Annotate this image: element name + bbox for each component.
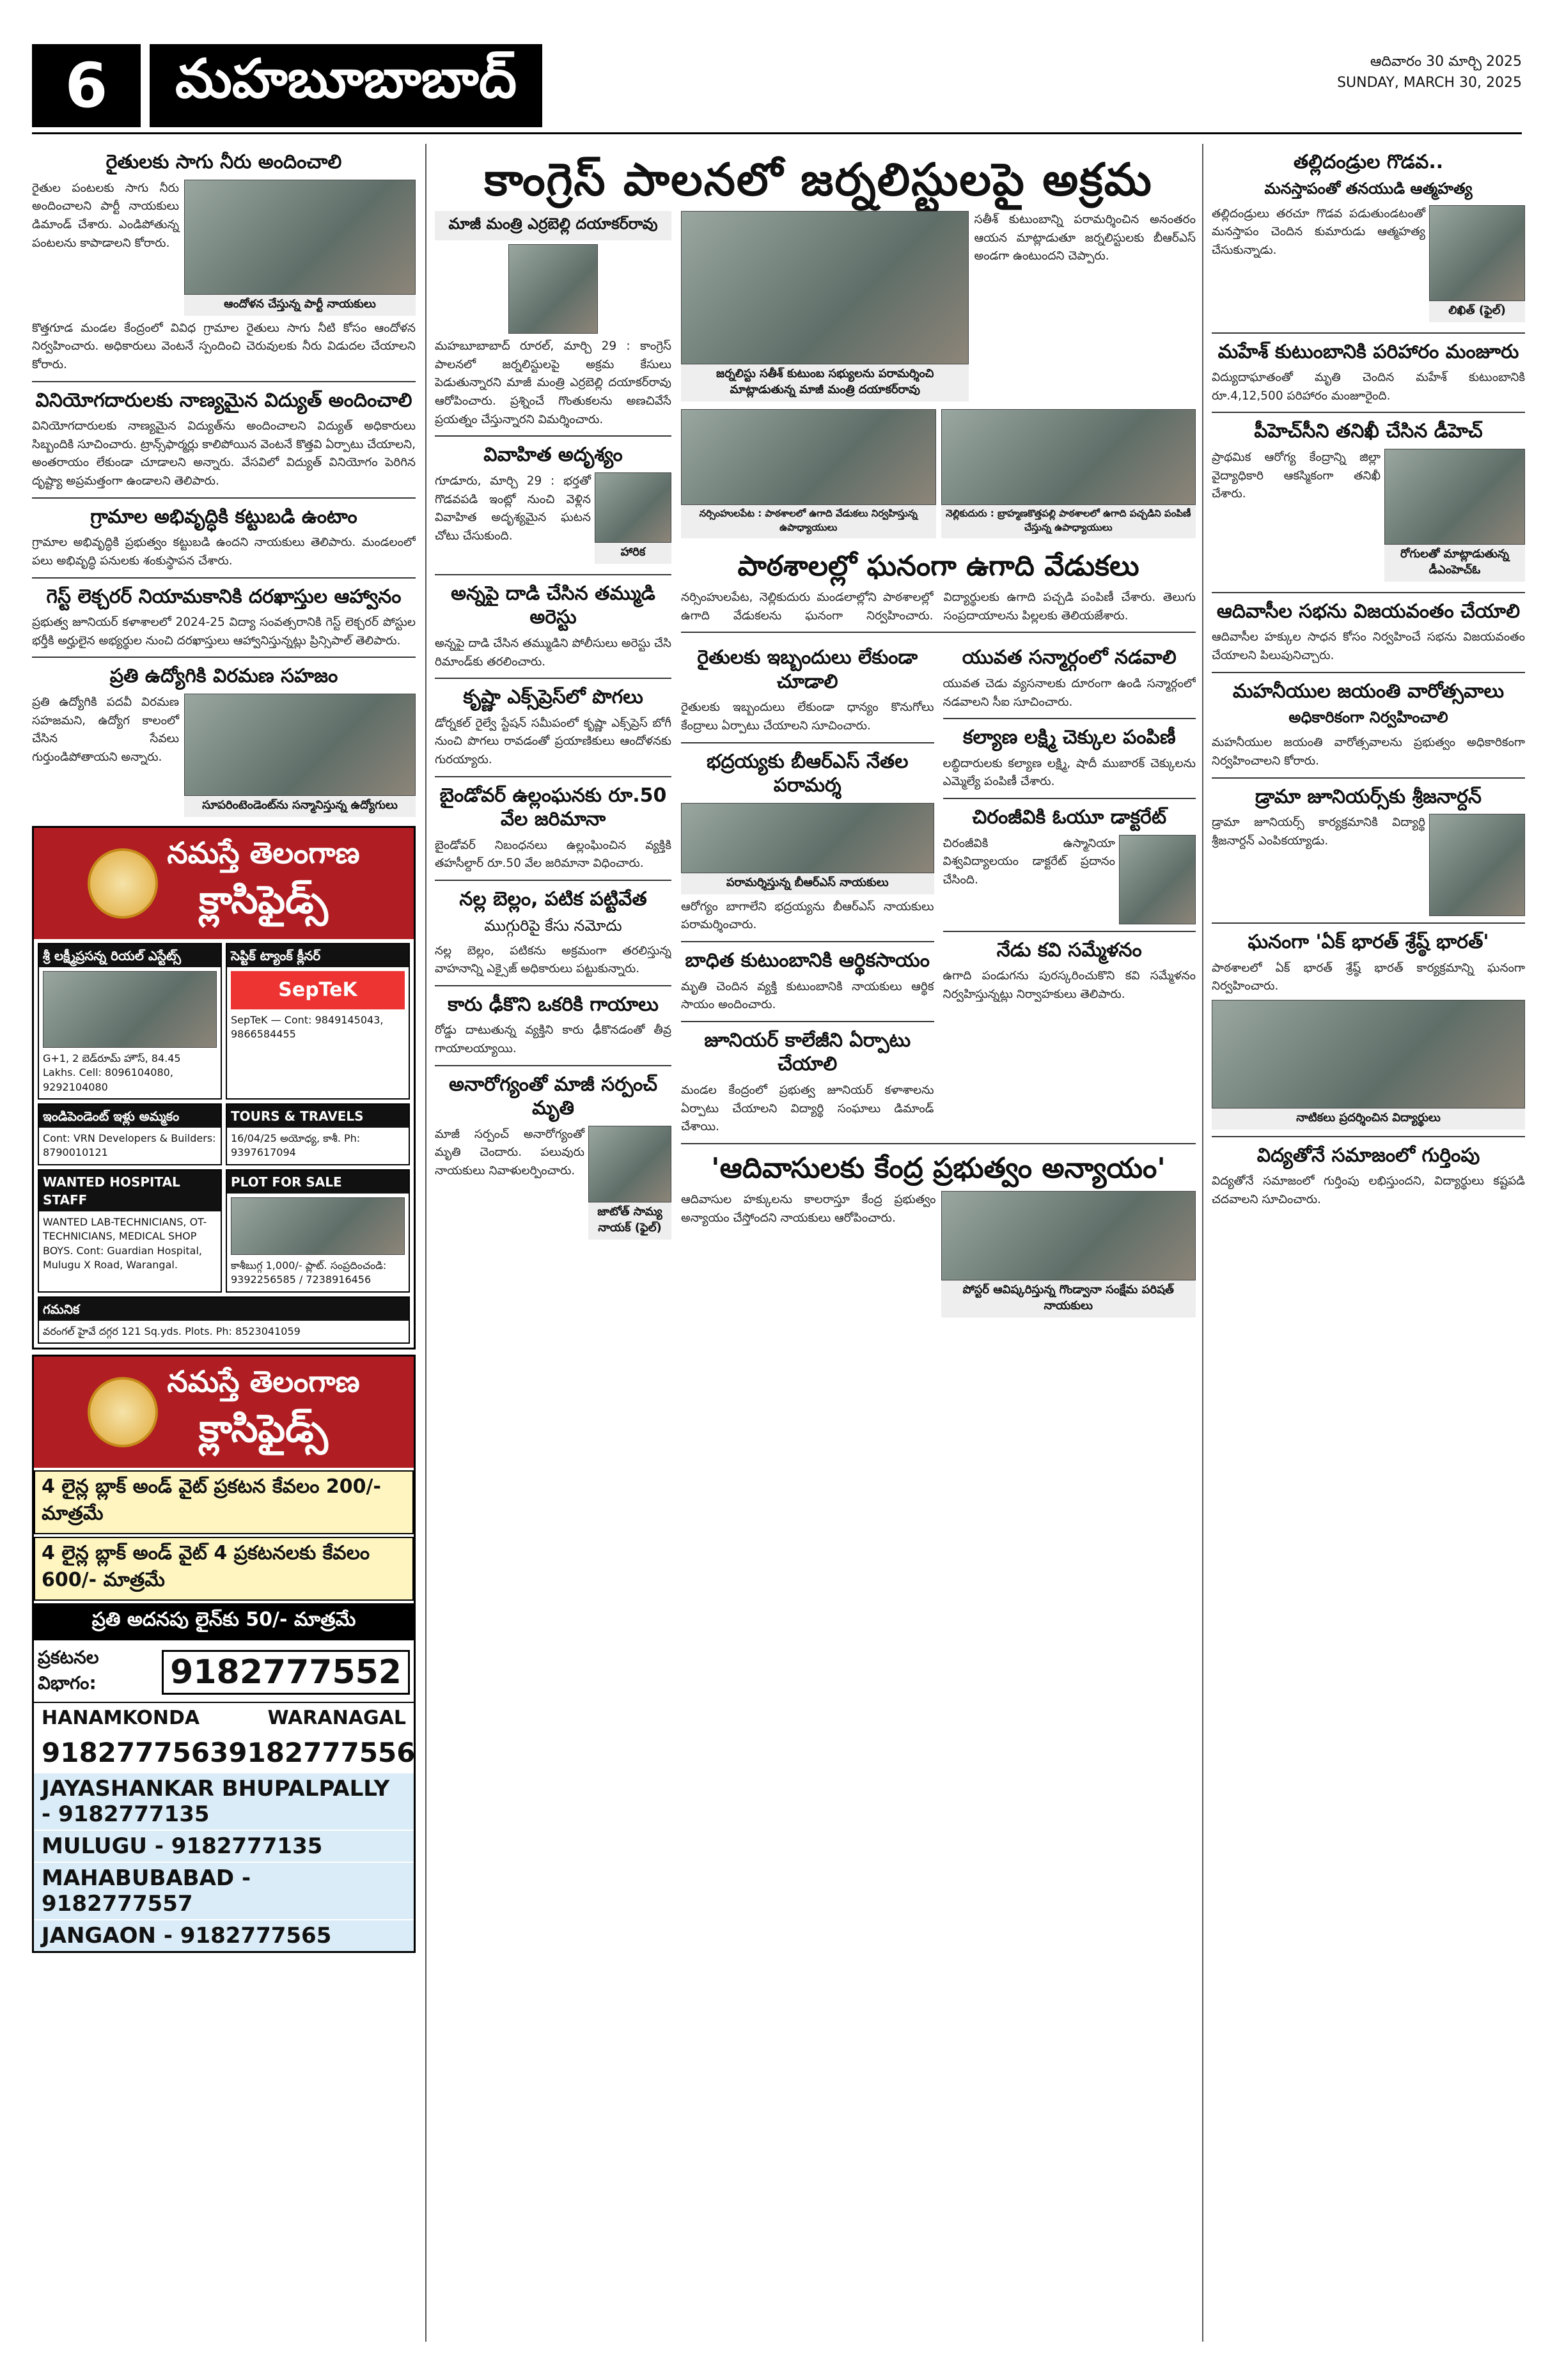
portrait-photo (1429, 205, 1525, 301)
classified-title: శ్రీ లక్ష్మీప్రసన్న రియల్ ఎస్టేట్స్ (39, 944, 221, 967)
article-title: నల్ల బెల్లం, పటిక పట్టివేత (459, 888, 647, 911)
goddess-logo-icon (88, 1377, 158, 1447)
divider (32, 657, 416, 658)
article-body: డోర్నకల్ రైల్వే స్టేషన్ సమీపంలో కృష్ణా ఎక్స్‌ప్రెస్ బోగీ నుంచి పొగలు రావడంతో ప్రయాణికులు ఆందోళనకు గురయ్యారు. (435, 716, 671, 767)
article-title: గ్రామాల అభివృద్ధికి కట్టుబడి ఉంటాం (90, 505, 357, 528)
article-photo (1212, 1000, 1525, 1108)
warangal-phone[interactable]: 9182777556 (228, 1737, 416, 1769)
divider (681, 632, 1196, 633)
article-body: ఉగాది పండుగను పురస్కరించుకొని కవి సమ్మేళనం నిర్వహిస్తున్నట్లు నిర్వాహకులు తెలిపారు. (943, 969, 1196, 1001)
article-title: అన్నపై దాడి చేసిన తమ్ముడి అరెస్టు (451, 582, 655, 629)
rate-offer: 4 లైన్ల బ్లాక్ అండ్ వైట్ 4 ప్రకటనలకు కేవలం 600/- మాత్రమే (34, 1537, 414, 1601)
article-title: మహనీయుల జయంతి వారోత్సవాలు (1232, 680, 1505, 703)
article-photo (184, 180, 416, 295)
divider (943, 798, 1196, 799)
article-title: చిరంజీవికి ఓయూ డాక్టరేట్ (972, 806, 1167, 829)
article-body: మహబూబాబాద్ రూరల్, మార్చి 29 : కాంగ్రెస్ పాలనలో జర్నలిస్టులపై అక్రమ కేసులు పెడుతున్నారని మాజీ మంత్రి ఎర్రబెల్లి దయాకర్‌రావు ఆరోపించారు. ప్రశ్నించే గొంతుకలను అణచివేసే ప్రయత్నం చేస్తున్నారని విమర్శించారు. (435, 339, 671, 426)
photo-caption: నాటికలు ప్రదర్శించిన విద్యార్థులు (1212, 1108, 1525, 1130)
divider (1212, 922, 1525, 924)
divider (435, 880, 671, 881)
ugadi-photo (681, 409, 936, 505)
article-body: రైతులకు ఇబ్బందులు లేకుండా ధాన్యం కొనుగోలు కేంద్రాలు ఏర్పాటు చేయాలని సూచించారు. (681, 701, 934, 733)
classifieds-brand (34, 828, 414, 939)
photo-caption: ఆందోళన చేస్తున్న పార్టీ నాయకులు (184, 295, 416, 316)
divider (32, 381, 416, 382)
photo-caption: నర్సింహులపేట : పాఠశాలలో ఉగాది వేడుకలు నిర్వహిస్తున్న ఉపాధ్యాయులు (681, 505, 936, 538)
divider (32, 497, 416, 499)
divider (435, 985, 671, 986)
ugadi-photo (941, 409, 1196, 505)
portrait-photo (1119, 835, 1196, 924)
classified-title: TOURS & TRAVELS (227, 1105, 409, 1128)
photo-caption: జాటోత్ సామ్య నాయక్ (ఫైల్) (588, 1202, 671, 1240)
district-contact[interactable]: MULUGU - 9182777135 (34, 1830, 414, 1862)
hanamkonda-phone[interactable]: 9182777563 (42, 1737, 229, 1769)
classified-grid (34, 939, 414, 1348)
classified-text: 16/04/25 అయోధ్య, కాశీ. Ph: 9397617094 (231, 1132, 361, 1159)
septek-logo-icon: SepTeK (231, 971, 405, 1009)
classified-title: సెప్టిక్ ట్యాంక్ క్లీనర్ (227, 944, 409, 967)
article-subtitle: అధికారికంగా నిర్వహించాలి (1288, 708, 1448, 727)
lead-photo (681, 211, 969, 364)
article-body: నర్సింహులపేట, నెల్లికుదురు మండలాల్లోని పాఠశాలల్లో ఉగాది వేడుకలను ఘనంగా నిర్వహించారు. విద్యార్థులకు ఉగాది పచ్చడి పంపిణీ చేశారు. తెలుగు సంప్రదాయాలను పిల్లలకు తెలియజేశారు. (681, 591, 1196, 623)
divider (32, 577, 416, 579)
divider (1212, 412, 1525, 413)
article-photo (1384, 449, 1525, 545)
classifieds-ad (32, 826, 416, 1349)
classified-text: కాశీబుగ్గ 1,000/- ప్లాట్. సంప్రదించండి: 9392256585 / 7238916456 (231, 1259, 387, 1286)
divider (1212, 592, 1525, 593)
article-title: జూనియర్ కాలేజీని ఏర్పాటు చేయాలి (704, 1029, 911, 1076)
article-title: డ్రామా జూనియర్స్‌కు శ్రీజనార్దన్ (1255, 785, 1482, 808)
classified-cell (226, 1169, 410, 1293)
article-photo (184, 694, 416, 796)
divider (681, 1143, 1196, 1144)
ad-department-label: ప్రకటనల విభాగం: (38, 1647, 99, 1694)
divider (435, 776, 671, 777)
article-body: గ్రామాల అభివృద్ధికి ప్రభుత్వం కట్టుబడి ఉందని నాయకులు తెలిపారు. మండలంలో పలు అభివృద్ధి పనులకు శంకుస్థాపన చేశారు. (32, 536, 416, 568)
article-body: బైండోవర్ నిబంధనలు ఉల్లంఘించిన వ్యక్తికి తహసీల్దార్ రూ.50 వేల జరిమానా విధించారు. (435, 838, 671, 871)
missing-woman-photo (595, 472, 671, 543)
classified-text: Cont: VRN Developers & Builders: 8790010121 (43, 1132, 216, 1159)
column-left (32, 144, 416, 2342)
divider (943, 718, 1196, 719)
article-body: వినియోగదారులకు నాణ్యమైన విద్యుత్‌ను అందించాలని విద్యుత్ అధికారులు సిబ్బందికి సూచించారు. ట్రాన్స్‌ఫార్మర్లు కాలిపోయిన వెంటనే కొత్తవి ఏర్పాటు చేయాలని, అంతరాయం లేకుండా చూడాలని అన్నారు. వేసవిలో విద్యుత్ వినియోగం పెరిగిన దృష్ట్యా అప్రమత్తంగా ఉండాలని తెలిపారు. (32, 419, 416, 488)
article-photo (941, 1191, 1196, 1280)
classifieds-brand (34, 1357, 414, 1468)
plot-photo (231, 1197, 405, 1255)
district-contact[interactable]: JANGAON - 9182777565 (34, 1919, 414, 1951)
classified-cell (38, 1103, 222, 1165)
article-title: తల్లిదండ్రుల గొడవ.. (1293, 151, 1444, 173)
classified-cell (38, 1169, 222, 1293)
issue-date-en: SUNDAY, MARCH 30, 2025 (1337, 75, 1522, 91)
article-title: అనారోగ్యంతో మాజీ సర్పంచ్ మృతి (448, 1073, 658, 1120)
divider (1212, 777, 1525, 779)
article-title: ప్రతి ఉద్యోగికి విరమణ సహజం (109, 665, 338, 688)
lead-photo-caption: జర్నలిస్టు సతీశ్ కుటుంబ సభ్యులను పరామర్శించి మాట్లాడుతున్న మాజీ మంత్రి దయాకర్‌రావు (681, 364, 969, 401)
classified-cell (38, 943, 222, 1100)
classified-cell (226, 943, 410, 1100)
ad-department-phone[interactable]: 9182777552 (162, 1650, 410, 1695)
article-body: విద్యుదాఘాతంతో మృతి చెందిన మహేశ్ కుటుంబానికి రూ.4,12,500 పరిహారం మంజూరైంది. (1212, 371, 1525, 403)
article-title: బాధిత కుటుంబానికి ఆర్థికసాయం (685, 949, 930, 972)
article-title: వివాహిత అదృశ్యం (483, 444, 623, 467)
portrait-photo (1429, 814, 1525, 916)
classified-text: G+1, 2 బెడ్‌రూమ్ హౌస్, 84.45 Lakhs. Cell: 8096104080, 9292104080 (43, 1052, 181, 1093)
column-divider (1202, 144, 1203, 2342)
article-body: అన్నపై దాడి చేసిన తమ్ముడిని పోలీసులు అరెస్టు చేసి రిమాండ్‌కు తరలించారు. (435, 636, 671, 669)
photo-caption: పోస్టర్ ఆవిష్కరిస్తున్న గొండ్వానా సంక్షేమ పరిషత్ నాయకులు (941, 1280, 1196, 1318)
column-middle-left (435, 211, 671, 2342)
article-body: మృతి చెందిన వ్యక్తి కుటుంబానికి నాయకులు ఆర్థిక సాయం అందించారు. (681, 979, 934, 1012)
article-title: విద్యతోనే సమాజంలో గుర్తింపు (1256, 1144, 1480, 1167)
issue-date (1337, 51, 1522, 93)
city-contact-phones (34, 1733, 414, 1772)
column-middle (681, 211, 1196, 2342)
article-title: గెస్ట్ లెక్చరర్ నియామకానికి దరఖాస్తుల ఆహ్వానం (46, 585, 402, 608)
brand-name: నమస్తే తెలంగాణ (167, 1364, 360, 1399)
article-body: కొత్తగూడ మండల కేంద్రంలో వివిధ గ్రామాల రైతులు సాగు నీటి కోసం ఆందోళన నిర్వహించారు. అధికారులు వెంటనే స్పందించి చెరువులకు నీరు విడుదల చేయాలని కోరారు. (32, 321, 416, 371)
article-photo (681, 803, 934, 873)
rate-offer: 4 లైన్ల బ్లాక్ అండ్ వైట్ ప్రకటన కేవలం 200/- మాత్రమే (34, 1470, 414, 1534)
divider (435, 574, 671, 575)
goddess-logo-icon (88, 848, 158, 919)
article-title: కారు ఢీకొని ఒకరికి గాయాలు (448, 993, 659, 1016)
article-body: నల్ల బెల్లం, పటికను అక్రమంగా తరలిస్తున్న వాహనాన్ని ఎక్సైజ్ అధికారులు పట్టుకున్నారు. (435, 944, 671, 976)
article-title: కృష్ణా ఎక్స్‌ప్రెస్‌లో పొగలు (463, 686, 643, 709)
photo-caption: నెల్లికుదురు : బ్రాహ్మణకొత్తపల్లి పాఠశాలలో ఉగాది పచ్చడిని పంపిణీ చేస్తున్న ఉపాధ్యాయులు (941, 505, 1196, 538)
issue-date-te: ఆదివారం 30 మార్చి 2025 (1370, 54, 1522, 70)
classified-title: PLOT FOR SALE (227, 1171, 409, 1194)
warangal-label: WARANAGAL (267, 1707, 406, 1730)
article-body: సతీశ్ కుటుంబాన్ని పరామర్శించిన అనంతరం ఆయన మాట్లాడుతూ జర్నలిస్టులకు బీఆర్‌ఎస్ అండగా ఉంటుందని చెప్పారు. (974, 213, 1196, 263)
classified-text: వరంగల్ హైవే దగ్గర 121 Sq.yds. Plots. Ph: 8523041059 (43, 1325, 301, 1337)
article-body: చిరంజీవికి ఉస్మానియా విశ్వవిద్యాలయం డాక్టరేట్ ప్రదానం చేసింది. (943, 836, 1115, 887)
classified-text: SepTeK — Cont: 9849145043, 9866584455 (231, 1013, 384, 1041)
photo-caption: హారిక (595, 543, 671, 564)
brand-subtitle: క్లాసిఫైడ్స్ (199, 1406, 328, 1452)
divider (681, 1021, 934, 1022)
article-body: రైతుల పంటలకు సాగు నీరు అందించాలని పార్టీ నాయకులు డిమాండ్ చేశారు. ఎండిపోతున్న పంటలను కాపాడాలని కోరారు. (32, 181, 179, 250)
house-photo (43, 971, 217, 1048)
article-body: ఆదివాసుల హక్కులను కాలరాస్తూ కేంద్ర ప్రభుత్వం అన్యాయం చేస్తోందని నాయకులు ఆరోపించారు. (681, 1192, 936, 1225)
brand-subtitle: క్లాసిఫైడ్స్ (199, 877, 328, 922)
classified-title: గమనిక (39, 1298, 409, 1321)
article-title: రైతులకు ఇబ్బందులు లేకుండా చూడాలి (697, 646, 918, 693)
divider (1212, 1136, 1525, 1137)
column-divider (425, 144, 426, 2342)
article-body: గూడూరు, మార్చి 29 : భర్తతో గొడవపడి ఇంట్లో నుంచి వెళ్లిన వివాహిత అదృశ్యమైన ఘటన చోటు చేసుకుంది. (435, 474, 591, 543)
brand-name: నమస్తే తెలంగాణ (167, 835, 360, 870)
divider (1212, 332, 1525, 334)
district-contact[interactable]: MAHABUBABAD - 9182777557 (34, 1862, 414, 1919)
classified-text: WANTED LAB-TECHNICIANS, OT-TECHNICIANS, MEDICAL SHOP BOYS. Cont: Guardian Hospital, Mulugu X Road, Warangal. (43, 1215, 207, 1272)
article-title: 'ఆదివాసులకు కేంద్ర ప్రభుత్వం అన్యాయం' (711, 1151, 1166, 1185)
lead-headline: కాంగ్రెస్ పాలనలో జర్నలిస్టులపై అక్రమ (484, 153, 1153, 206)
article-title: పీహెచ్‌సీని తనిఖీ చేసిన డీహెచ్ (1254, 420, 1483, 443)
article-body: మాజీ సర్పంచ్ అనారోగ్యంతో మృతి చెందారు. పలువురు నాయకులు నివాళులర్పించారు. (435, 1127, 584, 1178)
photo-caption: లిఖిత్ (ఫైల్) (1429, 301, 1525, 322)
article-subtitle: మనస్తాపంతో తనయుడి ఆత్మహత్య (1264, 179, 1473, 198)
article-body: తల్లిదండ్రులు తరచూ గొడవ పడుతుండటంతో మనస్తాపం చెందిన కుమారుడు ఆత్మహత్య చేసుకున్నాడు. (1212, 206, 1425, 257)
article-body: మహనీయుల జయంతి వారోత్సవాలను ప్రభుత్వం అధికారికంగా నిర్వహించాలని కోరారు. (1212, 736, 1525, 768)
article-body: లబ్ధిదారులకు కల్యాణ లక్ష్మి, షాదీ ముబారక్ చెక్కులను ఎమ్మెల్యే పంపిణీ చేశారు. (943, 756, 1196, 789)
article-title: ఘనంగా 'ఏక్ భారత్ శ్రేష్ఠ్ భారత్' (1248, 931, 1489, 954)
classifieds-rate-ad (32, 1355, 416, 1953)
article-body: డ్రామా జూనియర్స్ కార్యక్రమానికి విద్యార్థి శ్రీజనార్దన్ ఎంపికయ్యాడు. (1212, 816, 1425, 848)
article-title: యువత సన్మార్గంలో నడవాలి (962, 646, 1177, 669)
divider (435, 678, 671, 679)
divider (435, 1065, 671, 1066)
lead-subtitle: మాజీ మంత్రి ఎర్రబెల్లి దయాకర్‌రావు (435, 211, 671, 240)
minister-photo (508, 244, 598, 334)
masthead (32, 38, 1522, 134)
divider (681, 941, 934, 942)
divider (435, 435, 671, 437)
classified-title: WANTED HOSPITAL STAFF (39, 1171, 221, 1211)
classified-cell (38, 1296, 410, 1344)
article-title: పాఠశాలల్లో ఘనంగా ఉగాది వేడుకలు (737, 550, 1139, 582)
section-title: మహబూబాబాద్ (150, 44, 542, 127)
divider (943, 931, 1196, 932)
photo-caption: సూపరింటెండెంట్‌ను సన్మానిస్తున్న ఉద్యోగులు (184, 796, 416, 817)
article-body: పాఠశాలలో ఏక్ భారత్ శ్రేష్ఠ్ భారత్ కార్యక్రమాన్ని ఘనంగా నిర్వహించారు. (1212, 961, 1525, 993)
article-subtitle: ముగ్గురిపై కేసు నమోదు (484, 916, 622, 935)
article-body: ప్రతి ఉద్యోగికి పదవీ విరమణ సహజమని, ఉద్యోగ కాలంలో చేసిన సేవలు గుర్తుండిపోతాయని అన్నారు. (32, 695, 179, 764)
article-body: ప్రభుత్వ జూనియర్ కళాశాలలో 2024-25 విద్యా సంవత్సరానికి గెస్ట్ లెక్చరర్ పోస్టుల భర్తీకి అర్హులైన అభ్యర్థుల నుంచి దరఖాస్తులు ఆహ్వానిస్తున్నట్లు ప్రిన్సిపాల్ తెలిపారు. (32, 616, 416, 648)
article-body: ఆరోగ్యం బాగాలేని భద్రయ్యను బీఆర్‌ఎస్ నాయకులు పరామర్శించారు. (681, 899, 934, 932)
article-title: కల్యాణ లక్ష్మి చెక్కుల పంపిణీ (962, 726, 1176, 749)
classified-title: ఇండిపెండెంట్ ఇళ్లు అమ్మకం (39, 1105, 221, 1128)
article-body: రోడ్డు దాటుతున్న వ్యక్తిని కారు ఢీకొనడంతో తీవ్ర గాయాలయ్యాయి. (435, 1023, 671, 1056)
article-title: బైండోవర్ ఉల్లంఘనకు రూ.50 వేల జరిమానా (439, 784, 667, 831)
article-body: యువత చెడు వ్యసనాలకు దూరంగా ఉండి సన్మార్గంలో నడవాలని సీఐ సూచించారు. (943, 676, 1196, 709)
divider (1212, 672, 1525, 673)
divider (681, 742, 934, 743)
page-number: 6 (32, 44, 141, 127)
article-title: మహేశ్ కుటుంబానికి పరిహారం మంజూరు (1217, 340, 1519, 363)
obituary-photo (588, 1126, 671, 1202)
article-title: ఆదివాసీల సభను విజయవంతం చేయాలి (1216, 600, 1521, 623)
district-contact[interactable]: JAYASHANKAR BHUPALPALLY - 9182777135 (34, 1772, 414, 1830)
classified-cell (226, 1103, 410, 1165)
city-contact-labels (34, 1702, 414, 1733)
hanamkonda-label: HANAMKONDA (42, 1707, 200, 1730)
article-title: భద్రయ్యకు బీఆర్‌ఎస్ నేతల పరామర్శ (706, 750, 909, 797)
article-body: విద్యతోనే సమాజంలో గుర్తింపు లభిస్తుందని, విద్యార్థులు కష్టపడి చదవాలని సూచించారు. (1212, 1174, 1525, 1207)
column-right (1212, 144, 1525, 2342)
photo-caption: రోగులతో మాట్లాడుతున్న డీఎంహెచ్‌ఓ (1384, 545, 1525, 582)
photo-caption: పరామర్శిస్తున్న బీఆర్‌ఎస్ నాయకులు (681, 873, 934, 894)
article-title: వినియోగదారులకు నాణ్యమైన విద్యుత్ అందించాలి (35, 389, 412, 412)
rate-offer: ప్రతి అదనపు లైన్‌కు 50/- మాత్రమే (34, 1603, 414, 1640)
article-body: మండల కేంద్రంలో ప్రభుత్వ జూనియర్ కళాశాలను ఏర్పాటు చేయాలని విద్యార్థి సంఘాలు డిమాండ్ చేశాయి. (681, 1083, 934, 1134)
article-body: ఆదివాసీల హక్కుల సాధన కోసం నిర్వహించే సభను విజయవంతం చేయాలని పిలుపునిచ్చారు. (1212, 630, 1525, 663)
article-title: రైతులకు సాగు నీరు అందించాలి (106, 151, 342, 173)
article-title: నేడు కవి సమ్మేళనం (996, 938, 1142, 961)
article-body: ప్రాథమిక ఆరోగ్య కేంద్రాన్ని జిల్లా వైద్యాధికారి ఆకస్మికంగా తనిఖీ చేశారు. (1212, 450, 1381, 501)
